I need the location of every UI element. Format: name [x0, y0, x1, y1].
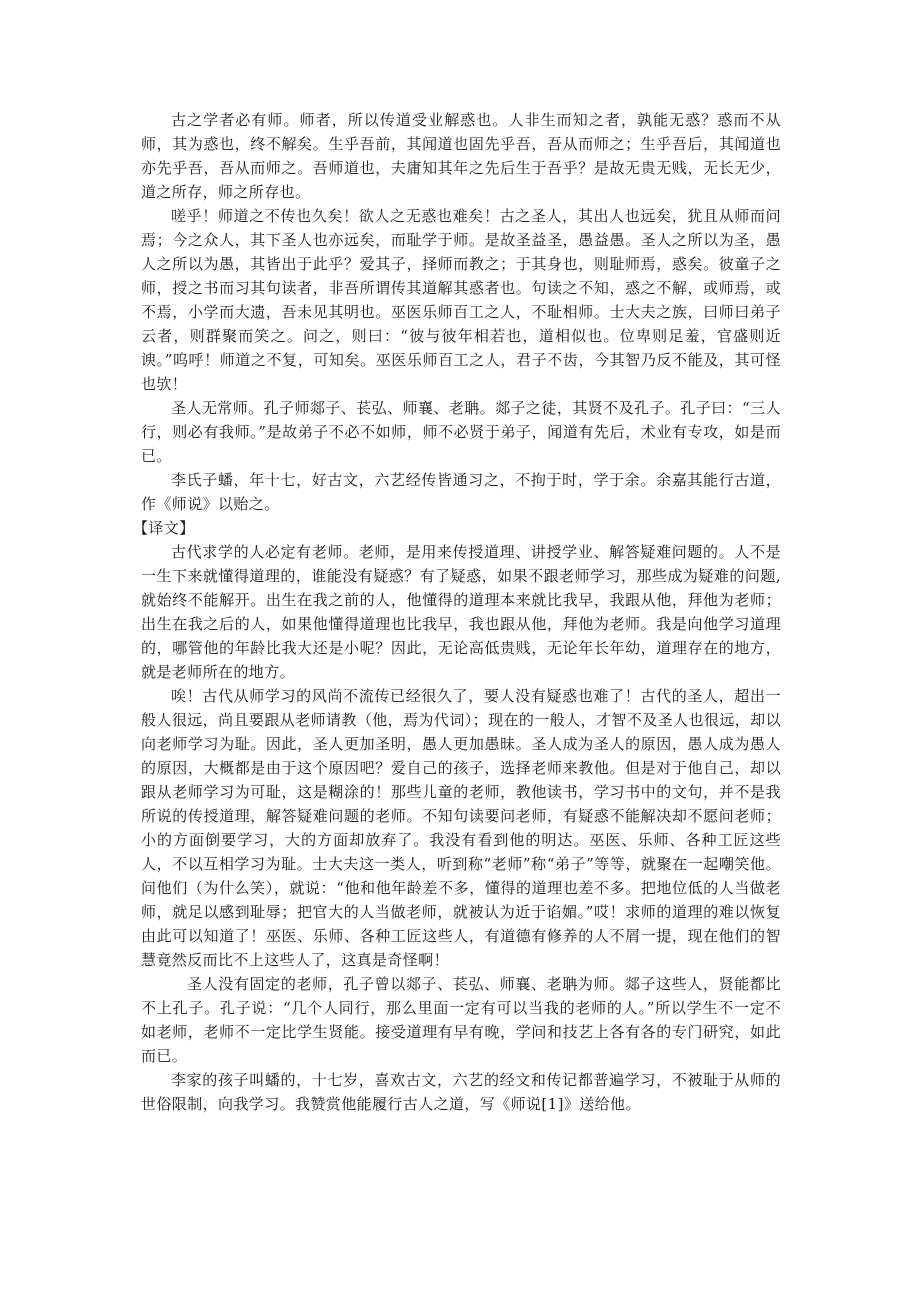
- original-paragraph-1: 古之学者必有师。师者，所以传道受业解惑也。人非生而知之者，孰能无惑？惑而不从师，其为惑也，终不解矣。生乎吾前，其闻道也固先乎吾，吾从而师之；生乎吾后，其闻道也亦先乎吾，吾从而师之。吾师道也，夫庸知其年之先后生于吾乎？是故无贵无贱，无长无少，道之所存，师之所存也。: [141, 111, 781, 201]
- translation-paragraph-2: 唉！古代从师学习的风尚不流传已经很久了，要人没有疑惑也难了！古代的圣人，超出一般人很远，尚且要跟从老师请教（他，焉为代词）；现在的一般人，才智不及圣人也很远，却以向老师学习为耻。因此，圣人更加圣明，愚人更加愚昧。圣人成为圣人的原因，愚人成为愚人的原因，大概都是由于这个原因吧？爱自己的孩子，选择老师来教他。但是对于他自己，却以跟从老师学习为可耻，这是糊涂的！那些儿童的老师，教他读书，学习书中的文句，并不是我所说的传授道理，解答疑难问题的老师。不知句读要问老师，有疑惑不能解决却不愿问老师；小的方面倒要学习，大的方面却放弃了。我没有看到他的明达。巫医、乐师、各种工匠这些人，不以互相学习为耻。士大夫这一类人，听到称“老师”称“弟子”等等，就聚在一起嘲笑他。问他们（为什么笑），就说：“他和他年龄差不多，懂得的道理也差不多。把地位低的人当做老师，就足以感到耻辱；把官大的人当做老师，就被认为近于谄媚。”哎！求师的道理的难以恢复由此可以知道了！巫医、乐师、各种工匠这些人，有道德有修养的人不屑一提，现在他们的智慧竟然反而比不上这些人了，这真是奇怪啊！: [141, 687, 781, 969]
- translation-paragraph-3: 圣人没有固定的老师，孔子曾以郯子、苌弘、师襄、老聃为师。郯子这些人，贤能都比不上孔子。孔子说：“几个人同行，那么里面一定有可以当我的老师的人。”所以学生不一定不如老师，老师不一定比学生贤能。接受道理有早有晚，学问和技艺上各有各的专门研究，如此而已。: [141, 975, 781, 1065]
- document-page: [133, 108, 781, 1116]
- translation-paragraph-1: 古代求学的人必定有老师。老师，是用来传授道理、讲授学业、解答疑难问题的。人不是一生下来就懂得道理的，谁能没有疑惑？有了疑惑，如果不跟老师学习，那些成为疑难的问题,就始终不能解开。出生在我之前的人，他懂得的道理本来就比我早，我跟从他，拜他为老师；出生在我之后的人，如果他懂得道理也比我早，我也跟从他，拜他为老师。我是向他学习道理的，哪管他的年龄比我大还是小呢？因此，无论高低贵贱，无论年长年幼，道理存在的地方，就是老师所在的地方。: [141, 543, 781, 681]
- translation-heading: 【译文】: [133, 519, 195, 537]
- original-text-section: [141, 108, 781, 516]
- original-paragraph-4: 李氏子蟠，年十七，好古文，六艺经传皆通习之，不拘于时，学于余。余嘉其能行古道，作《师说》以贻之。: [141, 471, 781, 513]
- translation-paragraph-4: 李家的孩子叫蟠的，十七岁，喜欢古文，六艺的经文和传记都普遍学习，不被耻于从师的世俗限制，向我学习。我赞赏他能履行古人之道，写《师说[1]》送给他。: [141, 1071, 781, 1113]
- original-paragraph-3: 圣人无常师。孔子师郯子、苌弘、师襄、老聃。郯子之徒，其贤不及孔子。孔子曰：“三人行，则必有我师。”是故弟子不必不如师，师不必贤于弟子，闻道有先后，术业有专攻，如是而已。: [141, 399, 781, 465]
- translation-section: [141, 540, 781, 1116]
- original-paragraph-2: 嗟乎！师道之不传也久矣！欲人之无惑也难矣！古之圣人，其出人也远矣，犹且从师而问焉；今之众人，其下圣人也亦远矣，而耻学于师。是故圣益圣，愚益愚。圣人之所以为圣，愚人之所以为愚，其皆出于此乎？爱其子，择师而教之；于其身也，则耻师焉，惑矣。彼童子之师，授之书而习其句读者，非吾所谓传其道解其惑者也。句读之不知，惑之不解，或师焉，或不焉，小学而大遗，吾未见其明也。巫医乐师百工之人，不耻相师。士大夫之族，曰师曰弟子云者，则群聚而笑之。问之，则曰：“彼与彼年相若也，道相似也。位卑则足羞，官盛则近谀。”呜呼！师道之不复，可知矣。巫医乐师百工之人，君子不齿，今其智乃反不能及，其可怪也欤！: [141, 207, 781, 393]
